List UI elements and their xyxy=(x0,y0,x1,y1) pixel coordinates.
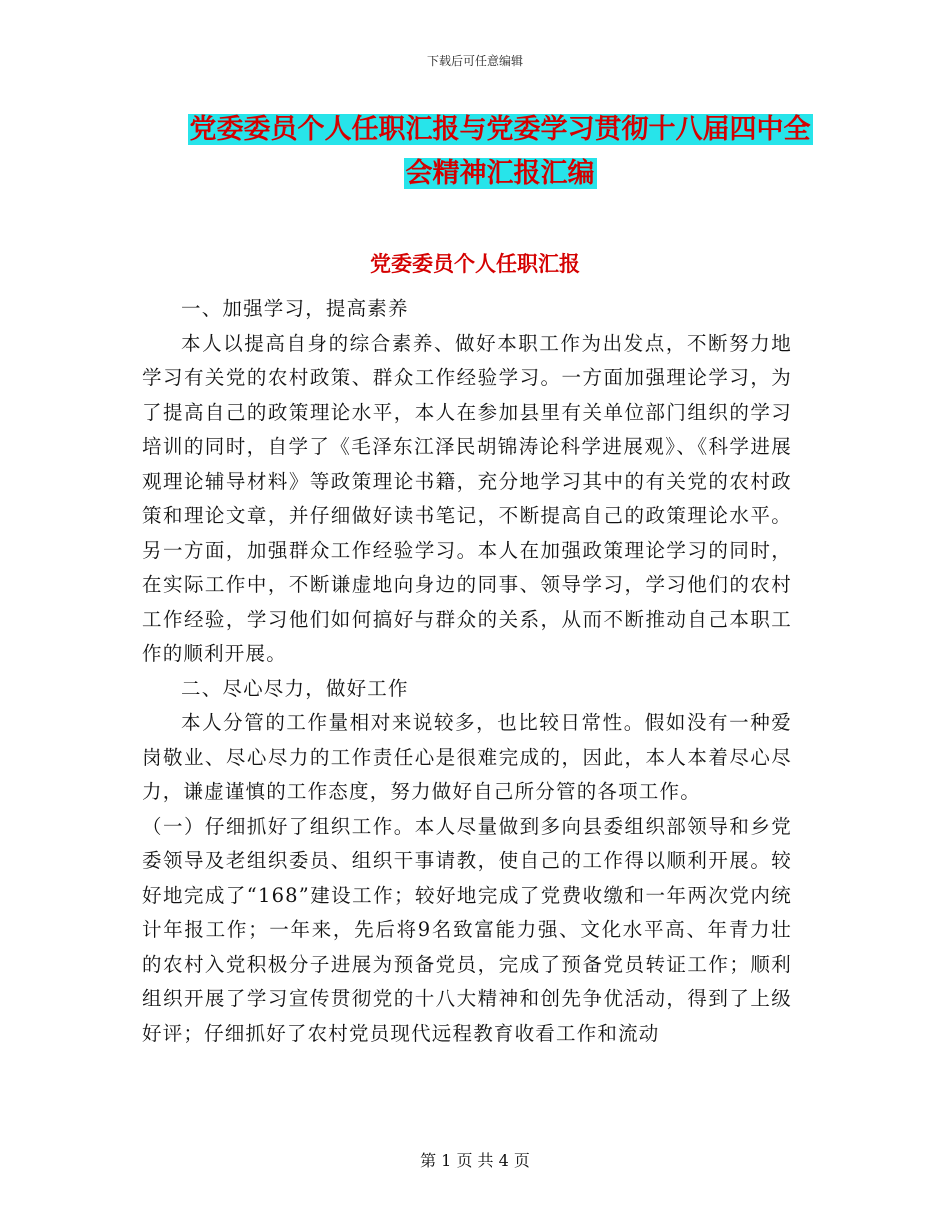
section-title: 党委委员个人任职汇报 xyxy=(370,251,580,276)
title-line-1: 党委委员个人任职汇报与党委学习贯彻十八届四中全 xyxy=(189,114,811,145)
header-note: 下载后可任意编辑 xyxy=(426,54,523,68)
heading-1: 一、加强学习，提高素养 xyxy=(181,297,409,320)
page-footer: 第 1 页 共 4 页 xyxy=(420,1151,530,1170)
title-line-2: 会精神汇报汇编 xyxy=(405,158,595,189)
document-body xyxy=(142,292,792,1051)
paragraph-2: 本人分管的工作量相对来说较多，也比较日常性。假如没有一种爱岗敬业、尽心尽力的工作责任心是很难完成的，因此，本人本着尽心尽力，谦虚谨慎的工作态度，努力做好自己所分管的各项工作。 xyxy=(142,711,792,803)
heading-2: 二、尽心尽力，做好工作 xyxy=(181,676,409,700)
document-title xyxy=(150,108,850,196)
paragraph-1: 本人以提高自身的综合素养、做好本职工作为出发点，不断努力地学习有关党的农村政策、群众工作经验学习。一方面加强理论学习，为了提高自己的政策理论水平，本人在参加县里有关单位部门组织的学习培训的同时，自学了《毛泽东江泽民胡锦涛论科学进展观》、《科学进展观理论辅导材料》等政策理论书籍，充分地学习其中的有关党的农村政策和理论文章，并仔细做好读书笔记，不断提高自己的政策理论水平。另一方面，加强群众工作经验学习。本人在加强政策理论学习的同时，在实际工作中，不断谦虚地向身边的同事、领导学习，学习他们的农村工作经验，学习他们如何搞好与群众的关系，从而不断推动自己本职工作的顺利开展。 xyxy=(142,331,792,665)
paragraph-3: （一）仔细抓好了组织工作。本人尽量做到多向县委组织部领导和乡党委领导及老组织委员、组织干事请教，使自己的工作得以顺利开展。较好地完成了“168”建设工作；较好地完成了党费收缴和一年两次党内统计年报工作；一年来，先后将9名致富能力强、文化水平高、年青力壮的农村入党积极分子进展为预备党员，完成了预备党员转证工作；顺利组织开展了学习宣传贯彻党的十八大精神和创先争优活动，得到了上级好评；仔细抓好了农村党员现代远程教育收看工作和流动 xyxy=(142,814,792,1045)
